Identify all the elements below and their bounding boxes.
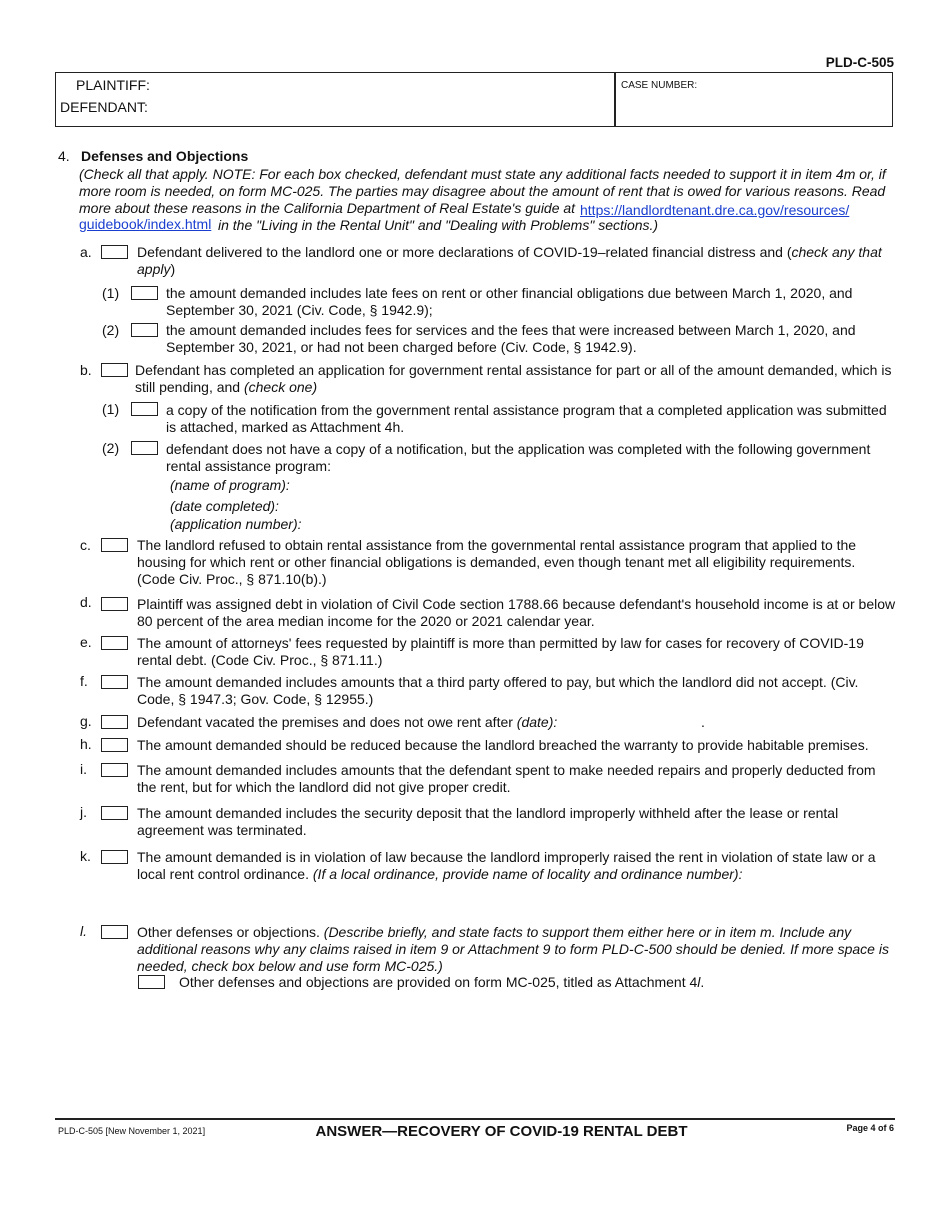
item-g-text: Defendant vacated the premises and does not owe rent after	[137, 714, 513, 730]
section-title: Defenses and Objections	[81, 148, 249, 164]
attachment-4l-checkbox[interactable]	[138, 975, 165, 989]
item-k-text-italic: (If a local ordinance, provide name of locality and ordinance number):	[312, 866, 743, 882]
item-b2-number: (2)	[102, 440, 120, 456]
dre-guide-link-part-1[interactable]: https://landlordtenant.dre.ca.gov/resources/	[580, 202, 850, 218]
footer-form-revision: PLD-C-505 [New November 1, 2021]	[58, 1126, 206, 1136]
item-b2-text-line-1: defendant does not have a copy of a notification, but the application was completed with the following government	[166, 441, 871, 457]
item-i-text-line-2: the rent, but for which the landlord did not give proper credit.	[137, 779, 511, 795]
item-c-checkbox[interactable]	[101, 538, 128, 552]
item-g-checkbox[interactable]	[101, 715, 128, 729]
item-a2-number: (2)	[102, 322, 120, 338]
item-g-text-line-1	[137, 714, 557, 731]
item-a1-text-line-1: the amount demanded includes late fees on rent or other financial obligations due between March 1, 2020, and	[166, 285, 853, 301]
date-completed-label: (date completed):	[170, 498, 279, 514]
item-a-text-italic: check any that	[791, 244, 882, 260]
item-j-letter: j.	[80, 804, 87, 820]
footer-page-number: Page 4 of 6	[846, 1123, 894, 1133]
item-b1-checkbox[interactable]	[131, 402, 158, 416]
footer-title: ANSWER—RECOVERY OF COVID-19 RENTAL DEBT	[315, 1123, 688, 1140]
item-i-text-line-1: The amount demanded includes amounts that the defendant spent to make needed repairs and properly deducted from	[137, 762, 876, 778]
item-f-checkbox[interactable]	[101, 675, 128, 689]
attachment-4l-period: .	[700, 974, 705, 990]
item-c-letter: c.	[80, 537, 91, 553]
item-b2-checkbox[interactable]	[131, 441, 158, 455]
section-intro-line-3: more about these reasons in the California Department of Real Estate's guide at	[79, 200, 576, 216]
item-h-letter: h.	[80, 736, 92, 752]
item-b-text: still pending, and	[135, 379, 241, 395]
item-b-text-line-1: Defendant has completed an application for government rental assistance for part or all of the amount demanded, which is	[135, 362, 892, 378]
item-l-checkbox[interactable]	[101, 925, 128, 939]
item-c-text-line-3: (Code Civ. Proc., § 871.10(b).)	[137, 571, 327, 587]
item-c-text-line-1: The landlord refused to obtain rental assistance from the governmental rental assistance program that applied to the	[137, 537, 857, 553]
item-f-text-line-1: The amount demanded includes amounts that a third party offered to pay, but which the landlord did not accept. (Civ.	[137, 674, 859, 690]
item-d-text-line-1: Plaintiff was assigned debt in violation of Civil Code section 1788.66 because defendant's household income is at or below	[137, 596, 896, 612]
item-d-text-line-2: 80 percent of the area median income for the 2020 or 2021 calendar year.	[137, 613, 595, 629]
item-b1-number: (1)	[102, 401, 120, 417]
attachment-4l-text	[179, 974, 704, 991]
attachment-4l-label: Other defenses and objections are provided on form MC-025, titled as Attachment 4	[179, 974, 698, 990]
case-number-label: CASE NUMBER:	[621, 80, 698, 91]
item-k-checkbox[interactable]	[101, 850, 128, 864]
item-k-text-line-2	[137, 866, 742, 883]
item-b2-text-line-2: rental assistance program:	[166, 458, 331, 474]
item-j-text-line-1: The amount demanded includes the security deposit that the landlord improperly withheld after the lease or rental	[137, 805, 839, 821]
defendant-label: DEFENDANT:	[60, 99, 148, 115]
item-h-text-line-1: The amount demanded should be reduced because the landlord breached the warranty to provide habitable premises.	[137, 737, 869, 753]
item-b-letter: b.	[80, 362, 92, 378]
item-b1-text-line-1: a copy of the notification from the government rental assistance program that a completed application was submitted	[166, 402, 887, 418]
item-a1-checkbox[interactable]	[131, 286, 158, 300]
item-c-text-line-2: housing for which rent or other financial obligations is demanded, even though tenant met all eligibility requirements.	[137, 554, 856, 570]
item-g-period: .	[701, 714, 705, 730]
vacated-date-label: (date):	[516, 714, 558, 730]
item-k-text-line-1: The amount demanded is in violation of law because the landlord improperly raised the rent in violation of state law or a	[137, 849, 876, 865]
item-k-text: local rent control ordinance.	[137, 866, 309, 882]
item-d-checkbox[interactable]	[101, 597, 128, 611]
item-l-text-line-1	[137, 924, 851, 941]
item-a-letter: a.	[80, 244, 92, 260]
item-g-letter: g.	[80, 713, 92, 729]
application-number-label: (application number):	[170, 516, 302, 532]
section-number: 4.	[58, 148, 70, 164]
item-j-checkbox[interactable]	[101, 806, 128, 820]
item-a-text-line-1	[137, 244, 882, 261]
item-b-checkbox[interactable]	[101, 363, 128, 377]
form-id: PLD-C-505	[825, 55, 894, 70]
caption-divider	[614, 72, 616, 127]
item-a-text: Defendant delivered to the landlord one or more declarations of COVID-19–related financial distress and (	[137, 244, 792, 260]
item-b-text-line-2	[135, 379, 317, 396]
item-a-text-end: )	[170, 261, 176, 277]
caption-box	[55, 72, 893, 127]
program-name-label: (name of program):	[170, 477, 290, 493]
section-intro-line-2: more room is needed, on form MC-025. The parties may disagree about the amount of rent that is owed for various reasons. Read	[79, 183, 886, 199]
item-e-text-line-2: rental debt. (Code Civ. Proc., § 871.11.)	[137, 652, 383, 668]
item-a-checkbox[interactable]	[101, 245, 128, 259]
item-f-text-line-2: Code, § 1947.3; Gov. Code, § 12955.)	[137, 691, 374, 707]
item-h-checkbox[interactable]	[101, 738, 128, 752]
item-a2-checkbox[interactable]	[131, 323, 158, 337]
item-b-text-italic: (check one)	[243, 379, 318, 395]
item-e-text-line-1: The amount of attorneys' fees requested by plaintiff is more than permitted by law for cases for recovery of COVID-19	[137, 635, 864, 651]
section-intro-line-1: (Check all that apply. NOTE: For each box checked, defendant must state any additional facts needed to support it in item 4m or, if	[79, 166, 886, 182]
item-e-checkbox[interactable]	[101, 636, 128, 650]
dre-guide-link-part-2[interactable]: guidebook/index.html	[79, 216, 212, 232]
item-a1-number: (1)	[102, 285, 120, 301]
section-intro-line-4: in the "Living in the Rental Unit" and "Dealing with Problems" sections.)	[218, 217, 659, 233]
item-a1-text-line-2: September 30, 2021 (Civ. Code, § 1942.9);	[166, 302, 433, 318]
plaintiff-label: PLAINTIFF:	[76, 77, 150, 93]
item-a-text-italic-2: apply	[137, 261, 171, 277]
item-a2-text-line-2: September 30, 2021, or had not been charged before (Civ. Code, § 1942.9).	[166, 339, 637, 355]
item-d-letter: d.	[80, 594, 92, 610]
item-l-letter: l.	[80, 923, 87, 939]
item-a2-text-line-1: the amount demanded includes fees for services and the fees that were increased between March 1, 2020, and	[166, 322, 856, 338]
item-a-text-line-2	[137, 261, 175, 278]
item-j-text-line-2: agreement was terminated.	[137, 822, 307, 838]
attachment-4l-letter: l	[697, 974, 701, 990]
item-b1-text-line-2: is attached, marked as Attachment 4h.	[166, 419, 405, 435]
item-i-checkbox[interactable]	[101, 763, 128, 777]
item-l-text-line-2: additional reasons why any claims raised in item 9 or Attachment 9 to form PLD-C-500 should be denied. If more space is	[137, 941, 889, 957]
item-l-text-line-3: needed, check box below and use form MC-025.)	[137, 958, 443, 974]
item-e-letter: e.	[80, 634, 92, 650]
footer-rule	[55, 1118, 895, 1120]
item-i-letter: i.	[80, 761, 87, 777]
item-l-text-italic: (Describe briefly, and state facts to support them either here or in item m. Include any	[323, 924, 852, 940]
item-l-text: Other defenses or objections.	[137, 924, 320, 940]
item-f-letter: f.	[80, 673, 88, 689]
item-k-letter: k.	[80, 848, 91, 864]
